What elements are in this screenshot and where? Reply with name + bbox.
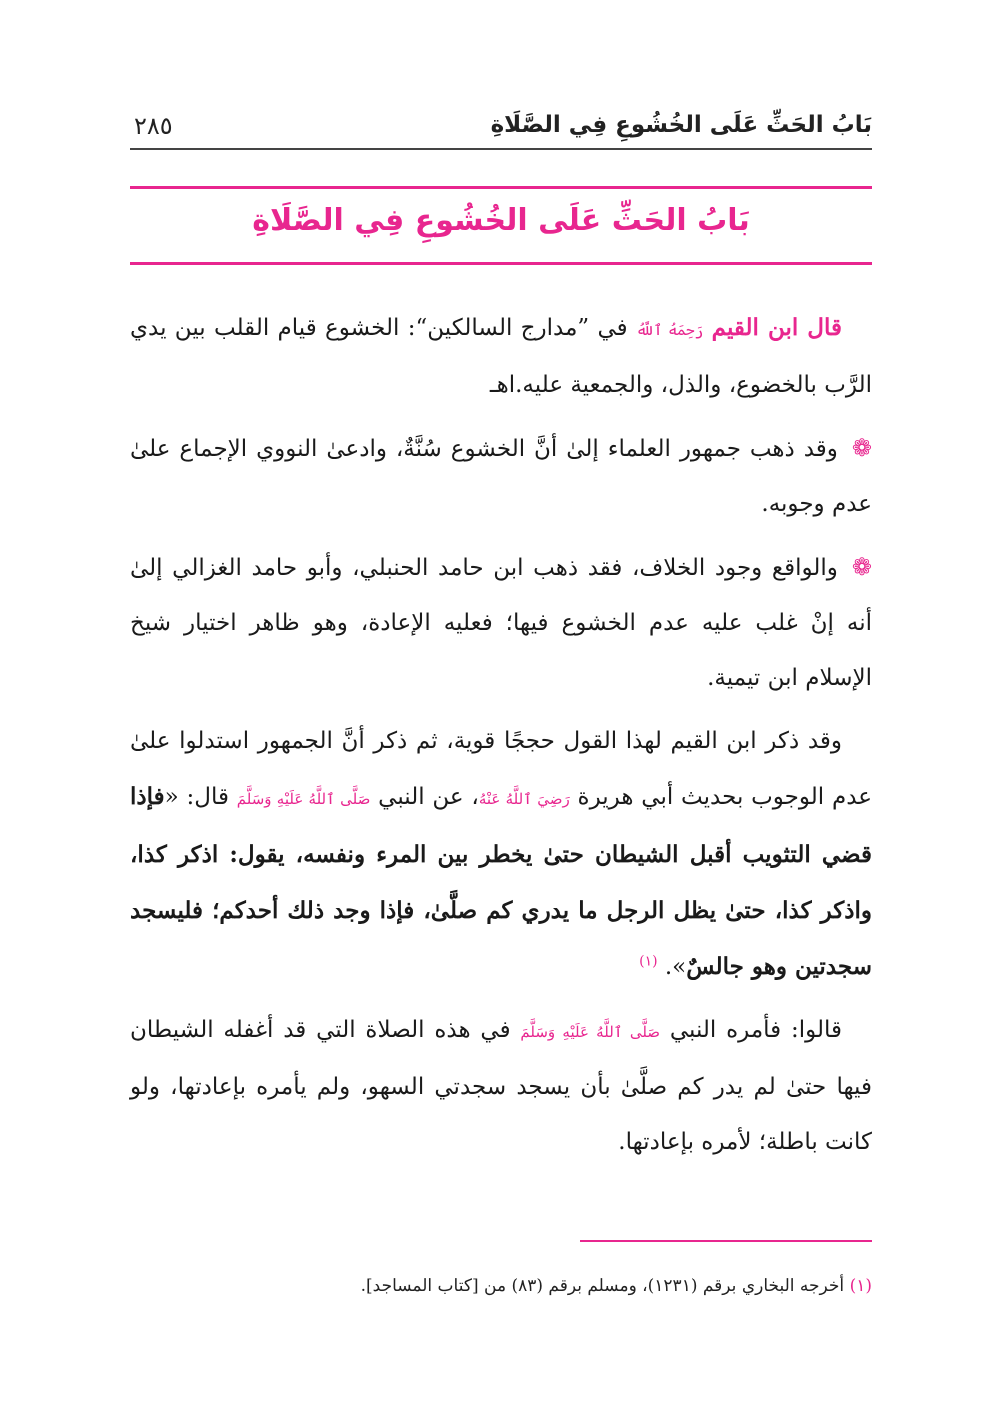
- paragraph-disagreement: [130, 540, 872, 706]
- flower-bullet-icon: ❁: [851, 434, 872, 462]
- chapter-title: بَابُ الحَثِّ عَلَى الخُشُوعِ فِي الصَّلَاةِ: [252, 203, 750, 238]
- page-number: ٢٨٥: [134, 112, 173, 140]
- paragraph-text: وقد ذهب جمهور العلماء إلىٰ أنَّ الخشوع سُنَّةٌ، وادعىٰ النووي الإجماع علىٰ عدم وجوبه.: [130, 436, 872, 517]
- paragraph-text: والواقع وجود الخلاف، فقد ذهب ابن حامد الحنبلي، وأبو حامد الغزالي إلىٰ أنه إنْ غلب عليه عدم الخشوع فيها؛ فعليه الإعادة، وهو ظاهر اختيار شيخ الإسلام ابن تيمية.: [130, 555, 872, 691]
- honorific-mark: رَضِيَ ٱللَّهُ عَنْهُ: [478, 790, 570, 808]
- honorific-mark: رَحِمَهُ ٱللَّهُ: [636, 321, 704, 339]
- footnote-divider: [580, 1240, 872, 1242]
- chapter-heading-band: [130, 186, 872, 266]
- paragraph-text: ، عن النبي: [378, 784, 479, 810]
- paragraph-text: في ”مدارج السالكين“: الخشوع قيام القلب بين يدي الرَّب بالخضوع، والذل، والجمعية عليه.اهـ: [130, 315, 872, 398]
- chapter-rule-top: [130, 186, 872, 189]
- footnote-reference[interactable]: (١): [639, 953, 658, 970]
- paragraph-text: قالوا: فأمره النبي: [669, 1017, 843, 1043]
- body-text: [130, 300, 872, 1178]
- honorific-mark: صَلَّى ٱللَّهُ عَلَيْهِ وَسَلَّمَ: [236, 790, 371, 808]
- header-divider: [130, 148, 872, 150]
- running-header-title: بَابُ الحَثِّ عَلَى الخُشُوعِ فِي الصَّلَاةِ: [490, 112, 872, 138]
- paragraph-hadith-evidence: [130, 714, 872, 995]
- paragraph-majority-opinion: [130, 421, 872, 532]
- footnote: [130, 1276, 872, 1296]
- author-name: قال ابن القيم: [711, 314, 843, 341]
- paragraph-text: قال: «: [164, 784, 229, 810]
- hadith-quote: فإذا قضي التثويب أقبل الشيطان حتىٰ يخطر بين المرء ونفسه، يقول: اذكر كذا، واذكر كذا، حتىٰ يظل الرجل ما يدري كم صلَّىٰ، فإذا وجد ذلك أحدكم؛ فليسجد سجدتين وهو جالسٌ: [130, 783, 872, 980]
- paragraph-text: ».: [664, 954, 687, 980]
- paragraph-text: وقد ذكر ابن القيم لهذا القول حججًا قوية، ثم ذكر أنَّ الجمهور استدلوا علىٰ عدم الوجوب بحديث أبي هريرة: [130, 728, 873, 810]
- footnote-text: أخرجه البخاري برقم (١٢٣١)، ومسلم برقم (٨٣) من [كتاب المساجد].: [360, 1276, 845, 1296]
- paragraph-sujud-sahw: [130, 1003, 872, 1170]
- paragraph-ibn-qayyim-definition: [130, 300, 872, 413]
- chapter-rule-bottom: [130, 262, 872, 265]
- honorific-mark: صَلَّى ٱللَّهُ عَلَيْهِ وَسَلَّمَ: [520, 1023, 661, 1041]
- paragraph-text: في هذه الصلاة التي قد أغفله الشيطان فيها حتىٰ لم يدر كم صلَّىٰ بأن يسجد سجدتي السهو، ولم يأمره بإعادتها، ولو كانت باطلة؛ لأمره بإعادتها.: [130, 1017, 872, 1155]
- footnote-number: (١): [849, 1276, 872, 1296]
- running-header: [130, 98, 872, 148]
- flower-bullet-icon: ❁: [851, 553, 872, 581]
